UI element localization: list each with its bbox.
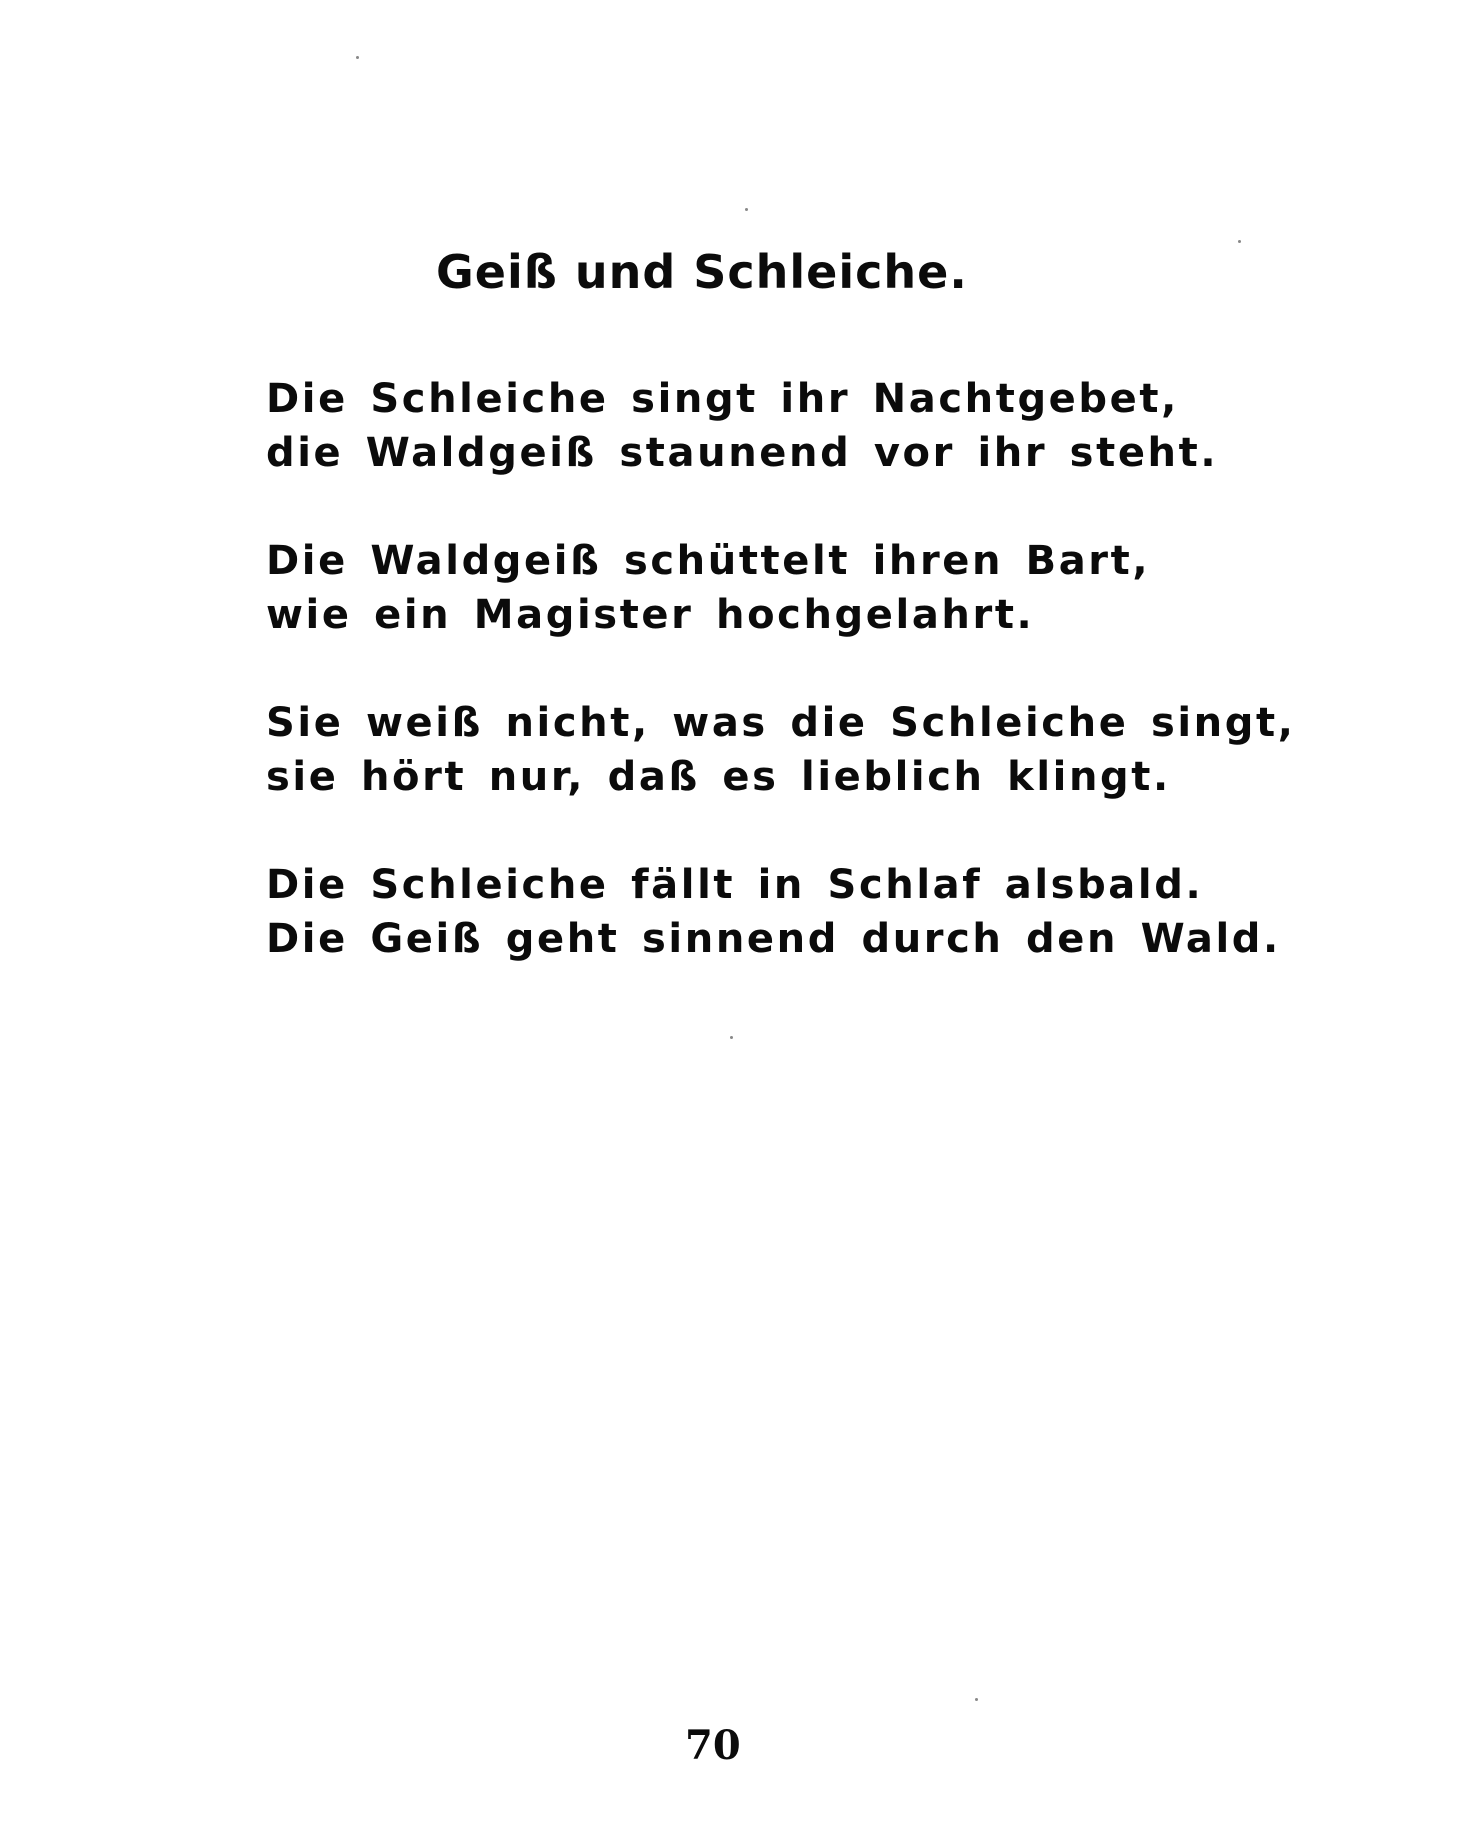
paper-speck [730, 1036, 733, 1039]
poem-line: wie ein Magister hochgelahrt. [266, 592, 1035, 638]
stanza [266, 696, 1296, 804]
stanza [266, 534, 1296, 642]
poem-body [266, 372, 1296, 1020]
paper-speck [1238, 240, 1241, 243]
paper-speck [975, 1698, 978, 1701]
poem-line: Die Waldgeiß schüttelt ihren Bart, [266, 538, 1151, 584]
paper-speck [745, 208, 748, 211]
poem-line: Die Geiß geht sinnend durch den Wald. [266, 916, 1281, 962]
paper-speck [356, 56, 359, 59]
poem-line: Die Schleiche singt ihr Nachtgebet, [266, 376, 1179, 422]
poem-title: Geiß und Schleiche. [436, 245, 968, 299]
poem-line: sie hört nur, daß es lieblich klingt. [266, 754, 1171, 800]
poem-line: die Waldgeiß staunend vor ihr steht. [266, 430, 1219, 476]
stanza [266, 372, 1296, 480]
poem-line: Sie weiß nicht, was die Schleiche singt, [266, 700, 1296, 746]
page-number: 70 [685, 1722, 741, 1769]
poem-line: Die Schleiche fällt in Schlaf alsbald. [266, 862, 1204, 908]
stanza [266, 858, 1296, 966]
